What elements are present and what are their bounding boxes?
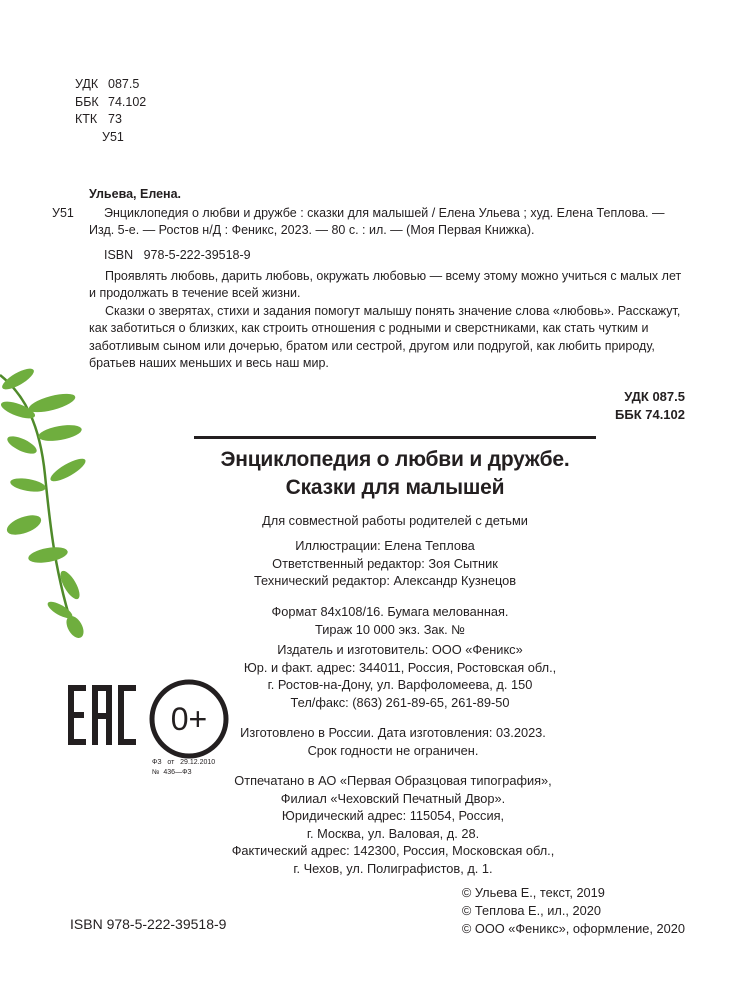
title-rule — [194, 436, 596, 439]
bbk-value: 74.102 — [108, 94, 147, 109]
library-codes — [75, 76, 146, 146]
subtitle: Для совместной работы родителей с детьми — [262, 513, 528, 528]
printer-line-4: г. Москва, ул. Валовая, д. 28. — [306, 825, 480, 841]
print-run-line: Тираж 10 000 экз. Зак. № — [315, 621, 465, 637]
isbn-line: ISBN 978-5-222-39518-9 — [104, 248, 251, 262]
author-mark: У51 — [102, 129, 124, 144]
manufacture-date: Изготовлено в России. Дата изготовления: 03.2023. — [240, 725, 546, 740]
ktk-label: КТК — [75, 112, 98, 126]
biblio-line-2: Изд. 5-е. — Ростов н/Д : Феникс, 2023. — 80 с. : ил. — (Моя Первая Книжка). — [89, 223, 535, 237]
annotation — [89, 268, 689, 372]
udk-label: УДК — [75, 77, 99, 91]
publisher-address-1: Юр. и факт. адрес: 344011, Россия, Ростовская обл., — [243, 659, 557, 675]
bbk-label: ББК — [75, 94, 99, 109]
book-title — [150, 446, 640, 502]
copyright-text: © Ульева Е., текст, 2019 — [461, 885, 605, 900]
copyright-design: © ООО «Феникс», оформление, 2020 — [461, 921, 685, 936]
fz-line-1: ФЗ от 29.12.2010 — [152, 759, 216, 766]
biblio-line-1: Энциклопедия о любви и дружбе : сказки для малышей / Елена Ульева ; худ. Елена Теплова. — — [104, 206, 665, 220]
age-rating-icon — [148, 678, 230, 760]
printer-line-5: Фактический адрес: 142300, Россия, Московская обл., — [231, 843, 555, 858]
format-info — [180, 603, 600, 638]
shelf-life: Срок годности не ограничен. — [307, 742, 479, 758]
annotation-paragraph-1: Проявлять любовь, дарить любовь, окружать любовью — всему этому можно учиться с малых лет и продолжать в течение всей жизни. — [89, 269, 682, 301]
author-mark-side: У51 — [52, 206, 74, 220]
book-title-line-2: Сказки для малышей — [285, 476, 505, 499]
udk-value: 087.5 — [108, 77, 140, 91]
fz-note — [152, 758, 215, 778]
publisher-name: Издатель и изготовитель: ООО «Феникс» — [277, 642, 523, 657]
right-udk: УДК 087.5 — [624, 389, 685, 404]
credit-tech-editor: Технический редактор: Александр Кузнецов — [253, 573, 517, 588]
printer-info — [183, 772, 603, 877]
age-rating-text: 0+ — [170, 701, 208, 737]
annotation-paragraph-2: Сказки о зверятах, стихи и задания помогут малышу понять значение слова «любовь». Расскажут, как заботиться о близких, как строить отношения с родными и сверстниками, как стать чутким и заботливым сыном или дочерью, братом или сестрой, другом или подругой, как любить природу, братьев наших меньших и весь наш мир. — [89, 303, 681, 371]
publisher-info — [190, 641, 610, 711]
printer-line-3: Юридический адрес: 115054, Россия, — [281, 808, 505, 823]
credit-editor: Ответственный редактор: Зоя Сытник — [272, 555, 498, 571]
publisher-address-2: г. Ростов-на-Дону, ул. Варфоломеева, д. 150 — [267, 677, 533, 692]
manufacture-info — [183, 724, 603, 759]
printer-line-6: г. Чехов, ул. Полиграфистов, д. 1. — [293, 860, 493, 876]
credit-illustrations: Иллюстрации: Елена Теплова — [295, 538, 475, 553]
isbn-bottom: ISBN 978-5-222-39518-9 — [70, 916, 227, 932]
publisher-phone: Тел/факс: (863) 261-89-65, 261-89-50 — [290, 694, 510, 710]
right-bbk: ББК 74.102 — [615, 407, 685, 422]
ktk-value: 73 — [108, 112, 122, 126]
book-title-line-1: Энциклопедия о любви и дружбе. — [220, 448, 570, 471]
leaf-branch-icon — [0, 365, 95, 645]
printer-line-1: Отпечатано в АО «Первая Образцовая типография», — [234, 773, 552, 788]
author-name: Ульева, Елена. — [89, 187, 182, 201]
format-line: Формат 84х108/16. Бумага мелованная. — [271, 604, 509, 619]
copyright-block — [462, 884, 685, 938]
copyright-illustrations: © Теплова Е., ил., 2020 — [461, 903, 602, 918]
eac-mark-icon — [66, 683, 138, 747]
credits — [175, 537, 595, 590]
printer-line-2: Филиал «Чеховский Печатный Двор». — [280, 790, 506, 806]
fz-line-2: № 436—ФЗ — [152, 769, 192, 776]
